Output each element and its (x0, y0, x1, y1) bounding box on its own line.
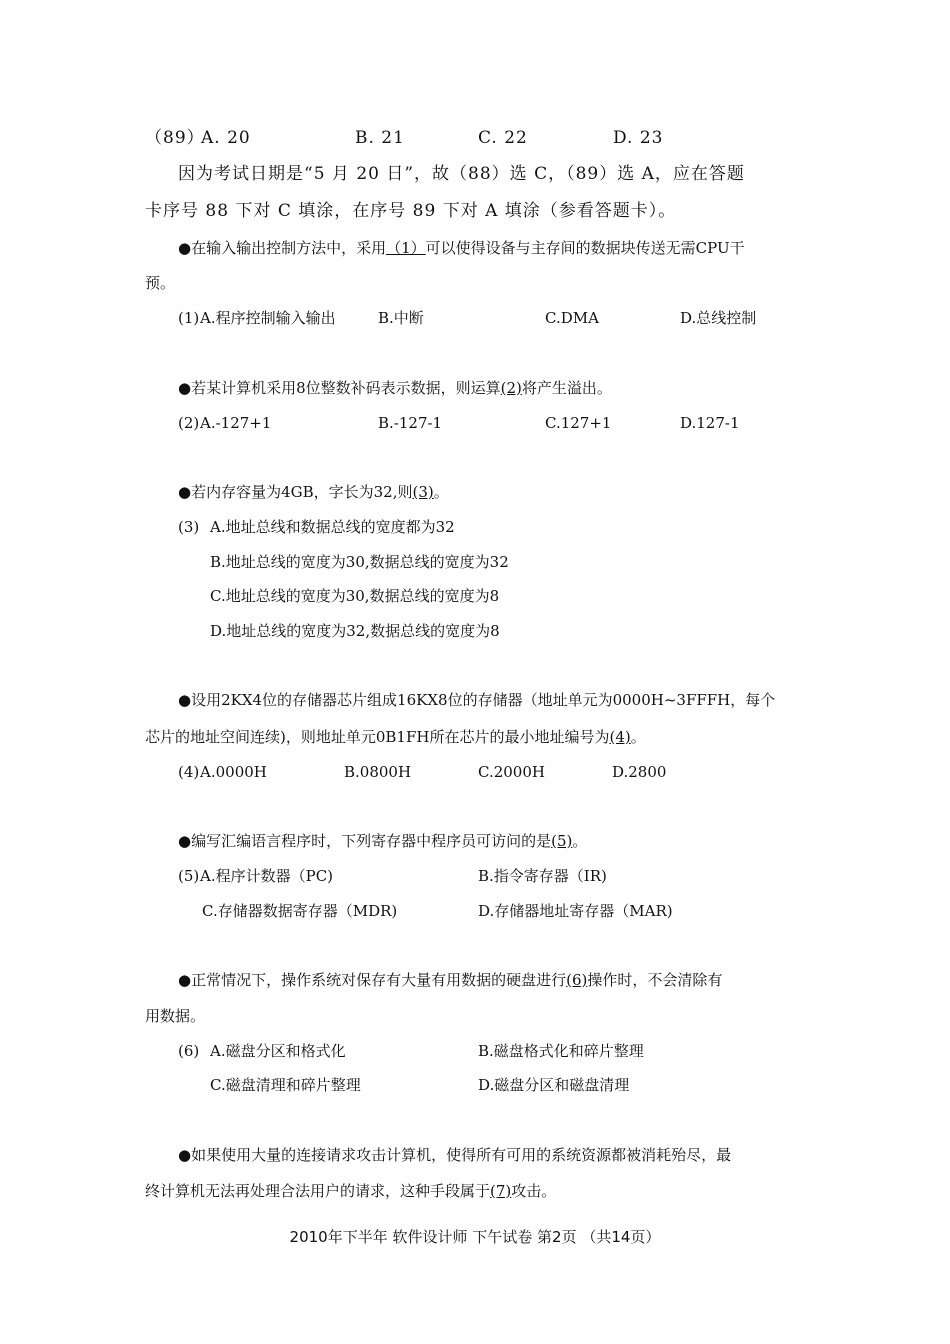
q3-stem (178, 482, 449, 502)
q7-stem-line1: ●如果使用大量的连接请求攻击计算机，使得所有可用的系统资源都被消耗殆尽，最 (178, 1146, 732, 1164)
q89-option-a: A. 20 (201, 128, 251, 148)
q5-option-c: C.存储器数据寄存器（MDR) (202, 902, 398, 920)
q3-stem-pre: ●若内存容量为4GB，字长为32,则 (178, 483, 413, 501)
q3-option-c: C.地址总线的宽度为30,数据总线的宽度为8 (210, 587, 500, 605)
q2-option-d: D.127-1 (680, 414, 740, 432)
q2-option-b: B.-127-1 (378, 414, 443, 432)
q5-options-row2 (178, 901, 828, 921)
q1-option-c: C.DMA (545, 309, 599, 327)
q4-blank: (4) (609, 728, 631, 746)
q5-option-a: A.程序计数器（PC) (200, 867, 334, 885)
q7-blank: (7) (490, 1182, 512, 1200)
q1-options (178, 308, 828, 328)
q3-option-a: A.地址总线和数据总线的宽度都为32 (210, 518, 455, 536)
q2-label: (2) (178, 414, 200, 432)
q4-options (178, 762, 828, 782)
q5-label: (5) (178, 867, 200, 885)
q4-stem-post: 。 (630, 728, 646, 746)
q89-row (145, 128, 845, 150)
q6-stem (178, 970, 722, 990)
q6-option-c: C.磁盘清理和碎片整理 (210, 1076, 361, 1094)
q1-stem-post: 可以使得设备与主存间的数据块传送无需CPU干 (425, 239, 745, 257)
q2-option-c: C.127+1 (545, 414, 612, 432)
q2-stem-post: 将产生溢出。 (521, 379, 612, 397)
q5-stem-pre: ●编写汇编语言程序时，下列寄存器中程序员可访问的是 (178, 832, 552, 850)
q6-options-row2 (178, 1075, 828, 1095)
q4-stem-line1: ●设用2KX4位的存储器芯片组成16KX8位的存储器（地址单元为0000H~3FFFH，每个 (178, 691, 776, 709)
q5-options-row1 (178, 866, 828, 886)
q1-blank: （1） (386, 239, 426, 257)
q7-stem-post: 攻击。 (511, 1182, 557, 1200)
q89-number: （89） (145, 128, 205, 148)
q7-stem-line2 (145, 1181, 556, 1201)
q5-blank: (5) (551, 832, 573, 850)
q6-option-b: B.磁盘格式化和碎片整理 (478, 1042, 644, 1060)
q6-option-d: D.磁盘分区和磁盘清理 (478, 1076, 630, 1094)
page-footer: 2010年下半年 软件设计师 下午试卷 第2页 （共14页） (289, 1228, 661, 1246)
q4-label: (4) (178, 763, 200, 781)
q1-option-d: D.总线控制 (680, 309, 757, 327)
q4-stem-line2 (145, 727, 646, 747)
q1-option-b: B.中断 (378, 309, 424, 327)
q6-stem-pre: ●正常情况下，操作系统对保存有大量有用数据的硬盘进行 (178, 971, 567, 989)
q4-option-c: C.2000H (478, 763, 545, 781)
q89-option-b: B. 21 (355, 128, 405, 148)
q2-stem (178, 378, 612, 398)
q3-option-b: B.地址总线的宽度为30,数据总线的宽度为32 (210, 553, 509, 571)
q5-stem (178, 831, 587, 851)
q3-option-d: D.地址总线的宽度为32,数据总线的宽度为8 (210, 622, 500, 640)
q3-stem-post: 。 (433, 483, 449, 501)
example-explanation-line1: 因为考试日期是“5 月 20 日”，故（88）选 C，（89）选 A，应在答题 (178, 164, 745, 184)
q4-stem-pre: 芯片的地址空间连续)，则地址单元0B1FH所在芯片的最小地址编号为 (145, 728, 610, 746)
q6-stem-post: 操作时，不会清除有 (587, 971, 723, 989)
q4-option-a: A.0000H (200, 763, 267, 781)
q3-label: (3) (178, 518, 200, 536)
q4-option-b: B.0800H (344, 763, 412, 781)
q2-options (178, 413, 828, 433)
q6-blank: (6) (566, 971, 588, 989)
q6-label: (6) (178, 1042, 200, 1060)
q89-option-c: C. 22 (478, 128, 528, 148)
q3-option-a-row (178, 517, 455, 537)
q2-option-a: A.-127+1 (200, 414, 272, 432)
q3-blank: (3) (412, 483, 434, 501)
q5-option-d: D.存储器地址寄存器（MAR) (478, 902, 673, 920)
q89-option-d: D. 23 (613, 128, 664, 148)
q1-label: (1) (178, 309, 200, 327)
q1-stem (178, 238, 745, 258)
q2-blank: (2) (500, 379, 522, 397)
q6-options-row1 (178, 1041, 828, 1061)
q7-stem-pre: 终计算机无法再处理合法用户的请求，这种手段属于 (145, 1182, 491, 1200)
q5-stem-post: 。 (572, 832, 588, 850)
q1-option-a: A.程序控制输入输出 (200, 309, 336, 327)
q4-option-d: D.2800 (612, 763, 667, 781)
q2-stem-pre: ●若某计算机采用8位整数补码表示数据，则运算 (178, 379, 501, 397)
q6-stem-line2: 用数据。 (145, 1007, 206, 1025)
q5-option-b: B.指令寄存器（IR) (478, 867, 607, 885)
q1-stem-pre: ●在输入输出控制方法中，采用 (178, 239, 387, 257)
example-explanation-line2: 卡序号 88 下对 C 填涂，在序号 89 下对 A 填涂（参看答题卡）。 (145, 201, 677, 221)
q1-stem-line2: 预。 (145, 274, 176, 292)
q6-option-a: A.磁盘分区和格式化 (210, 1042, 346, 1060)
